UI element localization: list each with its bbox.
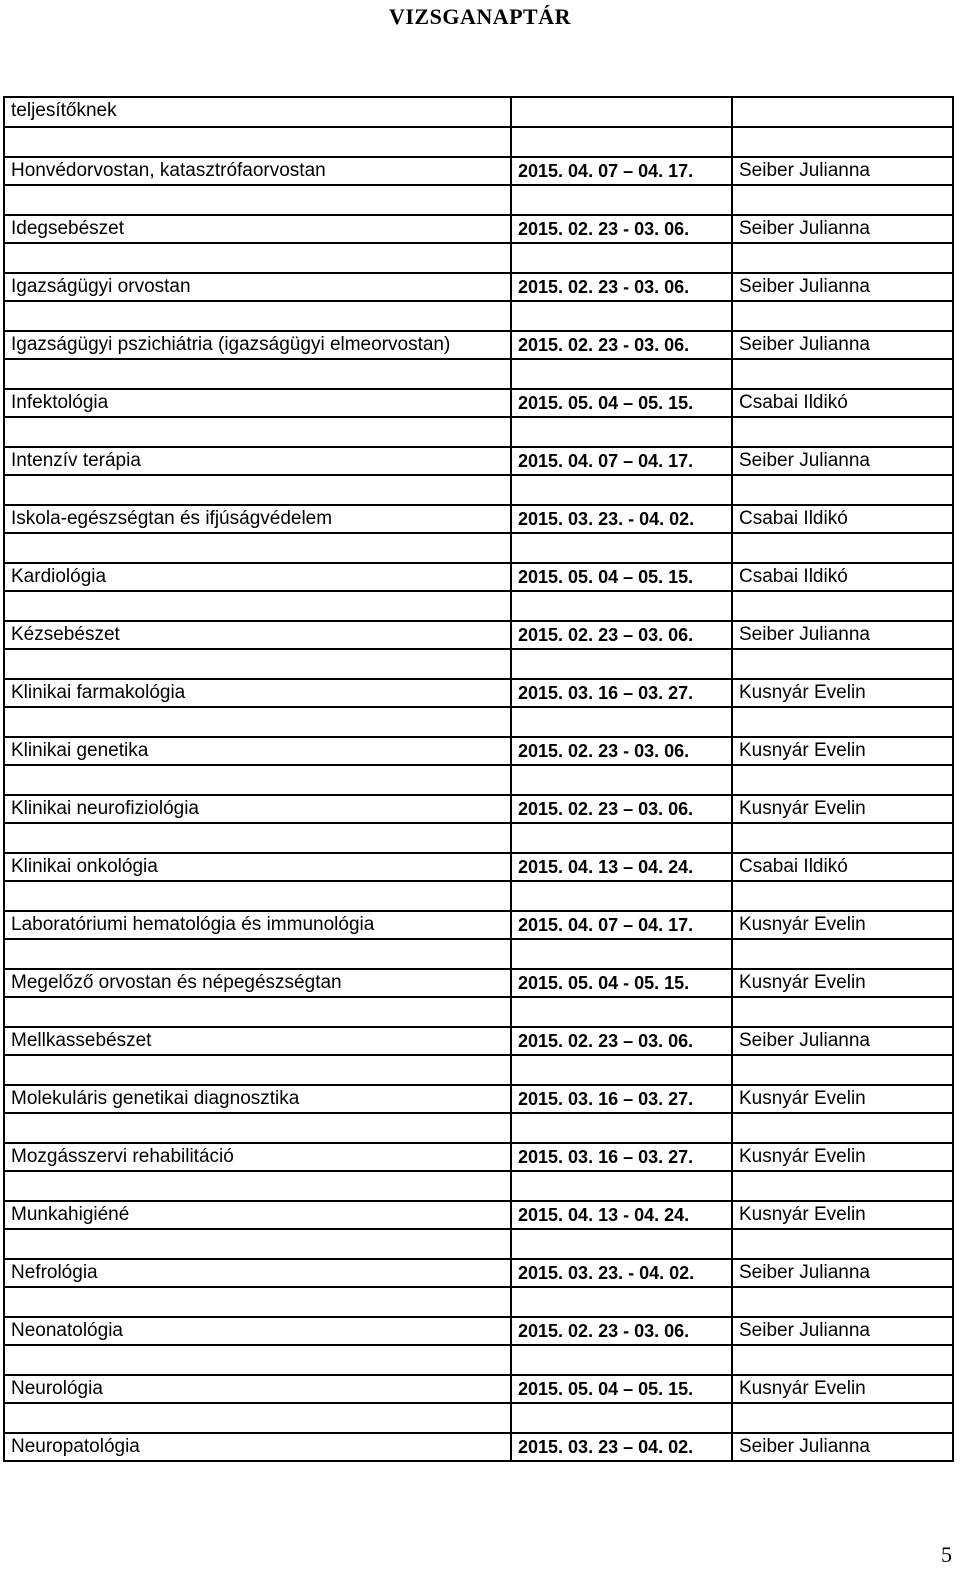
spacer-row xyxy=(4,1287,953,1317)
table-row xyxy=(4,505,953,533)
empty-cell xyxy=(732,127,953,157)
table-row xyxy=(4,1259,953,1287)
spacer-row xyxy=(4,359,953,389)
empty-cell xyxy=(4,939,511,969)
date-cell: 2015. 02. 23 – 03. 06. xyxy=(511,621,732,649)
spacer-row xyxy=(4,127,953,157)
empty-cell xyxy=(732,649,953,679)
empty-cell xyxy=(732,243,953,273)
subject-cell: Idegsebészet xyxy=(4,215,511,243)
table-row xyxy=(4,1375,953,1403)
date-cell: 2015. 05. 04 – 05. 15. xyxy=(511,389,732,417)
person-cell: Csabai Ildikó xyxy=(732,563,953,591)
empty-cell xyxy=(732,591,953,621)
person-cell: Kusnyár Evelin xyxy=(732,1375,953,1403)
spacer-row xyxy=(4,881,953,911)
subject-cell: Klinikai neurofiziológia xyxy=(4,795,511,823)
subject-cell: Intenzív terápia xyxy=(4,447,511,475)
date-cell: 2015. 04. 07 – 04. 17. xyxy=(511,911,732,939)
empty-cell xyxy=(4,765,511,795)
empty-cell xyxy=(4,997,511,1027)
table-row xyxy=(4,737,953,765)
empty-cell xyxy=(732,301,953,331)
date-cell: 2015. 04. 13 – 04. 24. xyxy=(511,853,732,881)
spacer-row xyxy=(4,765,953,795)
spacer-row xyxy=(4,1113,953,1143)
subject-cell: Infektológia xyxy=(4,389,511,417)
empty-cell xyxy=(732,1345,953,1375)
person-cell: Kusnyár Evelin xyxy=(732,1201,953,1229)
empty-cell xyxy=(511,823,732,853)
subject-cell: teljesítőknek xyxy=(4,97,511,127)
empty-cell xyxy=(732,1229,953,1259)
date-cell xyxy=(511,97,732,127)
empty-cell xyxy=(511,1287,732,1317)
empty-cell xyxy=(4,185,511,215)
subject-cell: Igazságügyi pszichiátria (igazságügyi elmeorvostan) xyxy=(4,331,511,359)
table-row xyxy=(4,911,953,939)
exam-schedule-table xyxy=(3,96,954,1462)
empty-cell xyxy=(732,707,953,737)
spacer-row xyxy=(4,997,953,1027)
table-row xyxy=(4,563,953,591)
empty-cell xyxy=(732,765,953,795)
spacer-row xyxy=(4,1229,953,1259)
subject-cell: Laboratóriumi hematológia és immunológia xyxy=(4,911,511,939)
empty-cell xyxy=(4,1403,511,1433)
empty-cell xyxy=(511,591,732,621)
page-title: VIZSGANAPTÁR xyxy=(388,4,572,29)
date-cell: 2015. 03. 16 – 03. 27. xyxy=(511,1143,732,1171)
empty-cell xyxy=(4,475,511,505)
table-row xyxy=(4,1433,953,1461)
person-cell: Seiber Julianna xyxy=(732,1027,953,1055)
person-cell: Csabai Ildikó xyxy=(732,505,953,533)
empty-cell xyxy=(4,1345,511,1375)
date-cell: 2015. 02. 23 - 03. 06. xyxy=(511,331,732,359)
table-row xyxy=(4,1027,953,1055)
spacer-row xyxy=(4,591,953,621)
subject-cell: Mozgásszervi rehabilitáció xyxy=(4,1143,511,1171)
empty-cell xyxy=(732,417,953,447)
date-cell: 2015. 02. 23 - 03. 06. xyxy=(511,215,732,243)
subject-cell: Klinikai farmakológia xyxy=(4,679,511,707)
date-cell: 2015. 03. 23 – 04. 02. xyxy=(511,1433,732,1461)
table-row xyxy=(4,1085,953,1113)
table-row xyxy=(4,447,953,475)
person-cell: Kusnyár Evelin xyxy=(732,737,953,765)
empty-cell xyxy=(511,1113,732,1143)
empty-cell xyxy=(732,823,953,853)
date-cell: 2015. 02. 23 – 03. 06. xyxy=(511,795,732,823)
subject-cell: Neonatológia xyxy=(4,1317,511,1345)
subject-cell: Iskola-egészségtan és ifjúságvédelem xyxy=(4,505,511,533)
spacer-row xyxy=(4,707,953,737)
table-row xyxy=(4,1201,953,1229)
spacer-row xyxy=(4,533,953,563)
empty-cell xyxy=(511,127,732,157)
date-cell: 2015. 02. 23 - 03. 06. xyxy=(511,737,732,765)
person-cell: Kusnyár Evelin xyxy=(732,795,953,823)
subject-cell: Megelőző orvostan és népegészségtan xyxy=(4,969,511,997)
empty-cell xyxy=(511,1345,732,1375)
empty-cell xyxy=(4,301,511,331)
empty-cell xyxy=(732,1171,953,1201)
empty-cell xyxy=(511,185,732,215)
table-row xyxy=(4,389,953,417)
empty-cell xyxy=(4,417,511,447)
date-cell: 2015. 02. 23 - 03. 06. xyxy=(511,1317,732,1345)
spacer-row xyxy=(4,939,953,969)
subject-cell: Klinikai onkológia xyxy=(4,853,511,881)
empty-cell xyxy=(4,649,511,679)
date-cell: 2015. 05. 04 – 05. 15. xyxy=(511,563,732,591)
spacer-row xyxy=(4,649,953,679)
table-row xyxy=(4,157,953,185)
person-cell xyxy=(732,97,953,127)
subject-cell: Kardiológia xyxy=(4,563,511,591)
subject-cell: Kézsebészet xyxy=(4,621,511,649)
table-row xyxy=(4,97,953,127)
empty-cell xyxy=(4,359,511,389)
table-row xyxy=(4,331,953,359)
person-cell: Kusnyár Evelin xyxy=(732,679,953,707)
empty-cell xyxy=(4,881,511,911)
subject-cell: Igazságügyi orvostan xyxy=(4,273,511,301)
table-row xyxy=(4,795,953,823)
table-row xyxy=(4,969,953,997)
empty-cell xyxy=(511,417,732,447)
empty-cell xyxy=(511,707,732,737)
empty-cell xyxy=(732,1403,953,1433)
empty-cell xyxy=(511,533,732,563)
date-cell: 2015. 03. 16 – 03. 27. xyxy=(511,679,732,707)
spacer-row xyxy=(4,243,953,273)
subject-cell: Neuropatológia xyxy=(4,1433,511,1461)
empty-cell xyxy=(4,127,511,157)
date-cell: 2015. 02. 23 – 03. 06. xyxy=(511,1027,732,1055)
subject-cell: Neurológia xyxy=(4,1375,511,1403)
date-cell: 2015. 03. 16 – 03. 27. xyxy=(511,1085,732,1113)
table-row xyxy=(4,679,953,707)
empty-cell xyxy=(511,765,732,795)
subject-cell: Honvédorvostan, katasztrófaorvostan xyxy=(4,157,511,185)
person-cell: Kusnyár Evelin xyxy=(732,1143,953,1171)
person-cell: Seiber Julianna xyxy=(732,157,953,185)
spacer-row xyxy=(4,475,953,505)
spacer-row xyxy=(4,1171,953,1201)
empty-cell xyxy=(511,881,732,911)
date-cell: 2015. 05. 04 - 05. 15. xyxy=(511,969,732,997)
empty-cell xyxy=(4,1229,511,1259)
date-cell: 2015. 05. 04 – 05. 15. xyxy=(511,1375,732,1403)
spacer-row xyxy=(4,301,953,331)
empty-cell xyxy=(732,1113,953,1143)
empty-cell xyxy=(4,243,511,273)
empty-cell xyxy=(4,823,511,853)
empty-cell xyxy=(732,475,953,505)
empty-cell xyxy=(732,185,953,215)
empty-cell xyxy=(511,1229,732,1259)
subject-cell: Nefrológia xyxy=(4,1259,511,1287)
person-cell: Kusnyár Evelin xyxy=(732,911,953,939)
spacer-row xyxy=(4,185,953,215)
subject-cell: Molekuláris genetikai diagnosztika xyxy=(4,1085,511,1113)
person-cell: Seiber Julianna xyxy=(732,621,953,649)
person-cell: Csabai Ildikó xyxy=(732,853,953,881)
person-cell: Seiber Julianna xyxy=(732,1259,953,1287)
empty-cell xyxy=(732,359,953,389)
person-cell: Seiber Julianna xyxy=(732,273,953,301)
empty-cell xyxy=(4,533,511,563)
person-cell: Seiber Julianna xyxy=(732,1433,953,1461)
empty-cell xyxy=(511,243,732,273)
spacer-row xyxy=(4,1345,953,1375)
person-cell: Seiber Julianna xyxy=(732,331,953,359)
date-cell: 2015. 02. 23 - 03. 06. xyxy=(511,273,732,301)
table-row xyxy=(4,1143,953,1171)
spacer-row xyxy=(4,417,953,447)
empty-cell xyxy=(732,997,953,1027)
empty-cell xyxy=(4,707,511,737)
table-row xyxy=(4,1317,953,1345)
spacer-row xyxy=(4,1055,953,1085)
page-number: 5 xyxy=(941,1542,952,1567)
table-row xyxy=(4,273,953,301)
empty-cell xyxy=(511,475,732,505)
person-cell: Seiber Julianna xyxy=(732,1317,953,1345)
empty-cell xyxy=(511,1171,732,1201)
empty-cell xyxy=(4,1055,511,1085)
empty-cell xyxy=(732,881,953,911)
date-cell: 2015. 04. 13 - 04. 24. xyxy=(511,1201,732,1229)
person-cell: Kusnyár Evelin xyxy=(732,1085,953,1113)
date-cell: 2015. 03. 23. - 04. 02. xyxy=(511,505,732,533)
person-cell: Csabai Ildikó xyxy=(732,389,953,417)
empty-cell xyxy=(511,359,732,389)
empty-cell xyxy=(4,1171,511,1201)
empty-cell xyxy=(732,939,953,969)
empty-cell xyxy=(511,1403,732,1433)
date-cell: 2015. 04. 07 – 04. 17. xyxy=(511,157,732,185)
spacer-row xyxy=(4,823,953,853)
empty-cell xyxy=(511,301,732,331)
person-cell: Seiber Julianna xyxy=(732,447,953,475)
table-row xyxy=(4,853,953,881)
empty-cell xyxy=(4,591,511,621)
date-cell: 2015. 03. 23. - 04. 02. xyxy=(511,1259,732,1287)
table-row xyxy=(4,215,953,243)
table-row xyxy=(4,621,953,649)
empty-cell xyxy=(4,1287,511,1317)
empty-cell xyxy=(511,1055,732,1085)
empty-cell xyxy=(4,1113,511,1143)
person-cell: Kusnyár Evelin xyxy=(732,969,953,997)
empty-cell xyxy=(732,533,953,563)
person-cell: Seiber Julianna xyxy=(732,215,953,243)
subject-cell: Klinikai genetika xyxy=(4,737,511,765)
spacer-row xyxy=(4,1403,953,1433)
empty-cell xyxy=(511,649,732,679)
empty-cell xyxy=(732,1287,953,1317)
date-cell: 2015. 04. 07 – 04. 17. xyxy=(511,447,732,475)
empty-cell xyxy=(511,939,732,969)
subject-cell: Mellkassebészet xyxy=(4,1027,511,1055)
subject-cell: Munkahigiéné xyxy=(4,1201,511,1229)
empty-cell xyxy=(732,1055,953,1085)
empty-cell xyxy=(511,997,732,1027)
